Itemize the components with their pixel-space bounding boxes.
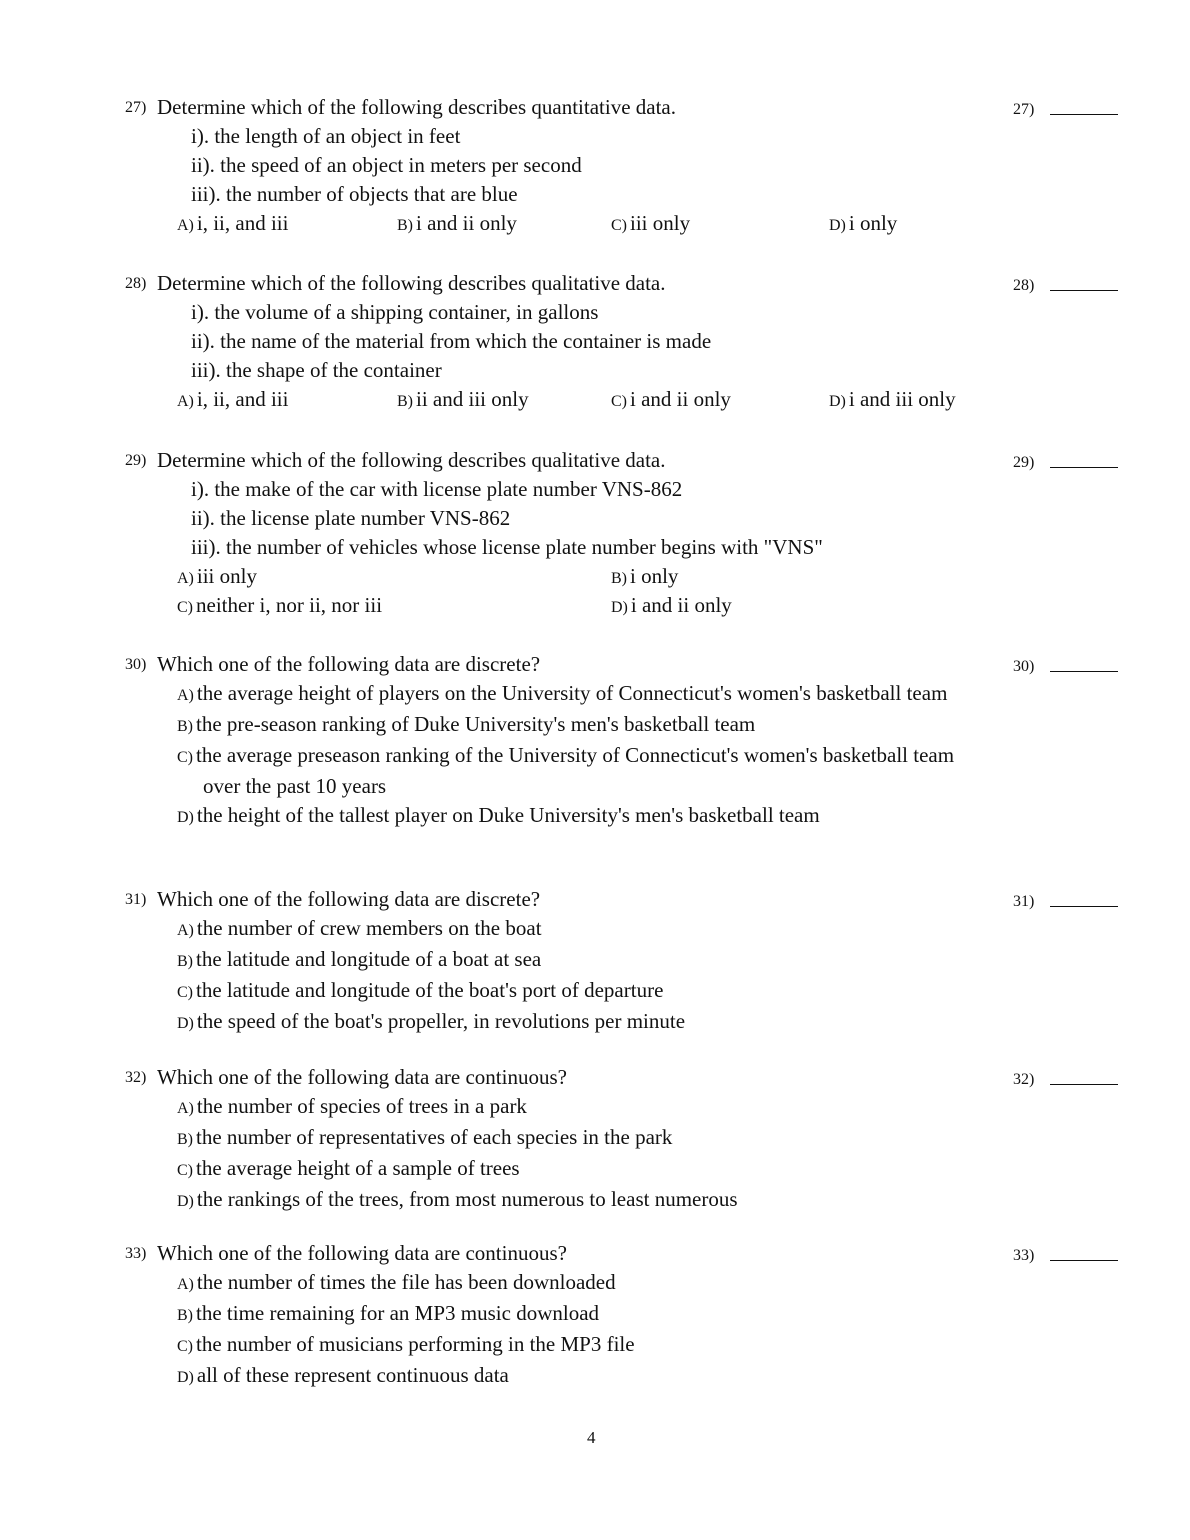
option-label: A)	[177, 1276, 194, 1293]
question-27	[0, 93, 1190, 238]
option-a[interactable]	[177, 385, 288, 416]
option-text: i only	[848, 211, 898, 235]
answer-field[interactable]	[1013, 269, 1034, 298]
statement-item: iii). the number of vehicles whose license plate number begins with "VNS"	[191, 535, 823, 559]
option-text: i, ii, and iii	[196, 211, 289, 235]
option-c[interactable]	[177, 1330, 989, 1361]
answer-label: 33)	[1013, 1247, 1035, 1264]
question-31	[0, 885, 1190, 1038]
question-line	[0, 446, 1190, 475]
answer-blank[interactable]	[1050, 671, 1118, 672]
option-d[interactable]	[611, 591, 732, 622]
question-text: Determine which of the following describes qualitative data.	[157, 271, 666, 295]
answer-field[interactable]	[1013, 885, 1034, 914]
option-label: A)	[177, 1100, 194, 1117]
option-d[interactable]	[177, 1007, 989, 1038]
option-a[interactable]	[177, 562, 257, 593]
question-text: Determine which of the following describes quantitative data.	[157, 95, 677, 119]
answer-field[interactable]	[1013, 650, 1034, 679]
option-text: i and ii only	[416, 211, 517, 235]
option-label: D)	[177, 1369, 194, 1386]
option-a[interactable]	[177, 914, 989, 945]
option-c[interactable]	[611, 209, 690, 240]
option-a[interactable]	[177, 209, 288, 240]
answer-blank[interactable]	[1050, 290, 1118, 291]
option-label: C)	[177, 599, 193, 616]
option-text: the average preseason ranking of the University of Connecticut's women's basketball team over the past 10 years	[196, 743, 955, 798]
option-text: the rankings of the trees, from most numerous to least numerous	[196, 1187, 738, 1211]
option-d[interactable]	[829, 209, 897, 240]
option-label: D)	[177, 1015, 194, 1032]
option-a[interactable]	[177, 1268, 989, 1299]
option-label: C)	[611, 393, 627, 410]
answer-field[interactable]	[1013, 446, 1034, 475]
option-b[interactable]	[611, 562, 678, 593]
options-list	[0, 914, 989, 1038]
option-b[interactable]	[177, 1299, 989, 1330]
option-label: A)	[177, 570, 194, 587]
options-row	[0, 209, 1190, 238]
option-b[interactable]	[397, 385, 529, 416]
option-text: the height of the tallest player on Duke University's men's basketball team	[196, 803, 820, 827]
option-label: C)	[177, 749, 193, 766]
question-29	[0, 446, 1190, 620]
answer-label: 32)	[1013, 1071, 1035, 1088]
question-number: 29)	[125, 452, 147, 469]
option-text: ii and iii only	[416, 387, 529, 411]
option-label: B)	[177, 718, 193, 735]
question-line	[0, 269, 1190, 298]
options-list	[0, 679, 989, 832]
answer-label: 31)	[1013, 893, 1035, 910]
question-number: 31)	[125, 891, 147, 908]
option-label: A)	[177, 687, 194, 704]
option-c[interactable]	[177, 741, 989, 801]
option-a[interactable]	[177, 679, 989, 710]
option-text: i only	[630, 564, 679, 588]
option-c[interactable]	[177, 976, 989, 1007]
question-text: Which one of the following data are discrete?	[157, 652, 541, 676]
question-line	[0, 1063, 1190, 1092]
option-text: the speed of the boat's propeller, in revolutions per minute	[196, 1009, 686, 1033]
statement-item: i). the volume of a shipping container, in gallons	[191, 300, 599, 324]
option-text: the time remaining for an MP3 music download	[196, 1301, 600, 1325]
option-label: C)	[177, 1338, 193, 1355]
statement-item: iii). the number of objects that are blue	[191, 182, 518, 206]
answer-label: 30)	[1013, 658, 1035, 675]
option-label: B)	[397, 217, 413, 234]
answer-blank[interactable]	[1050, 467, 1118, 468]
answer-field[interactable]	[1013, 1063, 1034, 1092]
options-list	[0, 1268, 989, 1392]
statement-item: ii). the speed of an object in meters per second	[191, 153, 582, 177]
option-text: the average height of players on the University of Connecticut's women's basketball team	[196, 681, 948, 705]
option-label: C)	[177, 984, 193, 1001]
option-d[interactable]	[829, 385, 956, 416]
option-label: C)	[177, 1162, 193, 1179]
options-row	[0, 385, 1190, 414]
option-text: the number of crew members on the boat	[196, 916, 542, 940]
options-list	[0, 1092, 989, 1216]
option-text: i and iii only	[848, 387, 956, 411]
answer-field[interactable]	[1013, 1239, 1034, 1268]
option-text: the number of species of trees in a park	[196, 1094, 527, 1118]
option-d[interactable]	[177, 1361, 989, 1392]
answer-blank[interactable]	[1050, 114, 1118, 115]
option-b[interactable]	[397, 209, 517, 240]
question-line	[0, 1239, 1190, 1268]
option-c[interactable]	[177, 591, 382, 622]
option-label: A)	[177, 922, 194, 939]
answer-blank[interactable]	[1050, 1084, 1118, 1085]
option-text: all of these represent continuous data	[196, 1363, 509, 1387]
option-label: D)	[611, 599, 628, 616]
option-label: B)	[611, 570, 627, 587]
option-label: C)	[611, 217, 627, 234]
option-text: iii only	[630, 211, 691, 235]
option-label: B)	[177, 1131, 193, 1148]
answer-blank[interactable]	[1050, 906, 1118, 907]
answer-label: 28)	[1013, 277, 1035, 294]
option-text: the pre-season ranking of Duke University's men's basketball team	[196, 712, 756, 736]
option-label: D)	[829, 217, 846, 234]
option-b[interactable]	[177, 710, 989, 741]
option-text: the number of musicians performing in the MP3 file	[196, 1332, 635, 1356]
option-label: D)	[829, 393, 846, 410]
question-number: 32)	[125, 1069, 147, 1086]
statement-item: i). the make of the car with license plate number VNS-862	[191, 477, 683, 501]
question-number: 33)	[125, 1245, 147, 1262]
statement-item: ii). the name of the material from which the container is made	[191, 329, 712, 353]
question-28	[0, 269, 1190, 414]
option-b[interactable]	[177, 945, 989, 976]
option-text: the average height of a sample of trees	[196, 1156, 520, 1180]
answer-field[interactable]	[1013, 93, 1034, 122]
question-32	[0, 1063, 1190, 1216]
option-label: A)	[177, 393, 194, 410]
option-text: i, ii, and iii	[196, 387, 289, 411]
statement-item: i). the length of an object in feet	[191, 124, 461, 148]
option-a[interactable]	[177, 1092, 989, 1123]
option-label: B)	[397, 393, 413, 410]
option-label: A)	[177, 217, 194, 234]
question-text: Determine which of the following describes qualitative data.	[157, 448, 666, 472]
answer-label: 29)	[1013, 454, 1035, 471]
options-row	[0, 562, 1190, 591]
option-b[interactable]	[177, 1123, 989, 1154]
question-33	[0, 1239, 1190, 1392]
option-c[interactable]	[611, 385, 731, 416]
option-label: D)	[177, 1193, 194, 1210]
question-30	[0, 650, 1190, 832]
statement-item: ii). the license plate number VNS-862	[191, 506, 511, 530]
question-number: 28)	[125, 275, 147, 292]
question-number: 30)	[125, 656, 147, 673]
option-text: i and ii only	[630, 387, 731, 411]
option-text: i and ii only	[630, 593, 732, 617]
option-text: the number of times the file has been downloaded	[196, 1270, 616, 1294]
option-d[interactable]	[177, 1185, 989, 1216]
option-text: the latitude and longitude of the boat's port of departure	[196, 978, 664, 1002]
option-c[interactable]	[177, 1154, 989, 1185]
question-number: 27)	[125, 99, 147, 116]
option-label: B)	[177, 953, 193, 970]
question-line	[0, 93, 1190, 122]
option-label: D)	[177, 809, 194, 826]
option-text: neither i, nor ii, nor iii	[196, 593, 383, 617]
question-line	[0, 885, 1190, 914]
option-label: B)	[177, 1307, 193, 1324]
answer-label: 27)	[1013, 101, 1035, 118]
question-line	[0, 650, 1190, 679]
answer-blank[interactable]	[1050, 1260, 1118, 1261]
question-text: Which one of the following data are discrete?	[157, 887, 541, 911]
question-text: Which one of the following data are continuous?	[157, 1241, 567, 1265]
statement-item: iii). the shape of the container	[191, 358, 442, 382]
page-number: 4	[587, 1428, 596, 1447]
option-text: iii only	[196, 564, 257, 588]
option-text: the number of representatives of each species in the park	[196, 1125, 673, 1149]
question-text: Which one of the following data are continuous?	[157, 1065, 567, 1089]
option-d[interactable]	[177, 801, 989, 832]
options-row	[0, 591, 1190, 620]
option-text: the latitude and longitude of a boat at sea	[196, 947, 542, 971]
